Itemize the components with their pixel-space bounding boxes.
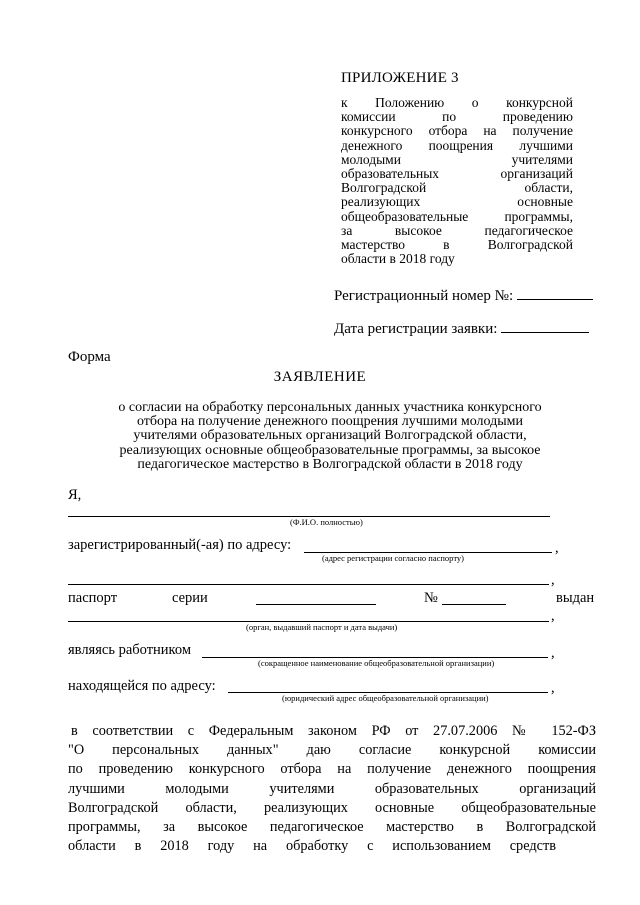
comma: , (551, 680, 555, 696)
consent-line: по проведению конкурсного отбора на получение денежного поощрения (68, 761, 596, 778)
consent-paragraph (68, 722, 596, 856)
appendix-line: Волгоградской области, (341, 180, 573, 196)
appendix-title: ПРИЛОЖЕНИЕ 3 (341, 70, 459, 86)
comma: , (551, 572, 555, 588)
comma: , (551, 608, 555, 624)
appendix-line: к Положению о конкурсной (341, 95, 573, 110)
legal-address-caption: (юридический адрес общеобразовательной организации) (282, 693, 489, 703)
registration-date-field[interactable] (501, 318, 589, 333)
subtitle-line: реализующих основные общеобразовательные программы, за высокое (119, 442, 541, 458)
issuer-caption: (орган, выдавший паспорт и дата выдачи) (246, 622, 398, 632)
consent-line: программы, за высокое педагогическое мастерство в Волгоградской (68, 819, 596, 836)
located-label: находящейся по адресу: (68, 678, 216, 694)
subtitle-line: о согласии на обработку персональных данных участника конкурсного (118, 400, 542, 415)
appendix-line: мастерство в Волгоградской (341, 237, 573, 253)
document-title: ЗАЯВЛЕНИЕ (273, 369, 367, 385)
comma: , (551, 645, 555, 661)
organization-caption: (сокращенное наименование общеобразовательной организации) (258, 658, 495, 668)
subtitle-line: педагогическое мастерство в Волгоградской области в 2018 году (137, 456, 523, 472)
appendix-line: конкурсного отбора на получение (341, 123, 573, 139)
i-label: Я, (68, 487, 82, 503)
appendix-text (341, 96, 573, 266)
comma: , (555, 540, 559, 556)
form-label: Форма (68, 349, 111, 365)
consent-line: "О персональных данных" даю согласие конкурсной комиссии (68, 742, 596, 759)
appendix-line: молодыми учителями (341, 151, 573, 167)
appendix-line: денежного поощрения лучшими (341, 137, 573, 153)
appendix-line: образовательных организаций (341, 166, 573, 182)
registration-number-label: Регистрационный номер №: (334, 288, 514, 304)
fio-caption: (Ф.И.О. полностью) (290, 517, 363, 527)
subtitle-line: отбора на получение денежного поощрения лучшими молодыми (136, 414, 524, 430)
consent-line: области в 2018 году на обработку с использованием средств (68, 838, 556, 855)
subtitle-line: учителями образовательных организаций Волгоградской области, (133, 428, 527, 444)
employee-label: являясь работником (68, 642, 192, 658)
series-label: серии (172, 590, 208, 606)
registered-label: зарегистрированный(-ая) по адресу: (68, 537, 292, 553)
registration-date-label: Дата регистрации заявки: (334, 321, 498, 337)
consent-line: Волгоградской области, реализующих основные общеобразовательные (68, 799, 596, 816)
passport-series-field[interactable] (256, 604, 376, 605)
registration-number-field[interactable] (517, 285, 593, 300)
appendix-line: общеобразовательные программы, (341, 208, 573, 224)
appendix-line: реализующих основные (341, 194, 573, 210)
document-subtitle (88, 401, 572, 472)
consent-line: лучшими молодыми учителями образовательных организаций (68, 780, 596, 797)
registered-address-field-2[interactable] (68, 584, 549, 585)
registered-caption: (адрес регистрации согласно паспорту) (322, 553, 465, 563)
passport-number-field[interactable] (442, 604, 506, 605)
appendix-line: комиссии по проведению (341, 109, 573, 125)
registration-date-row (334, 318, 589, 338)
registration-number-row (334, 285, 593, 305)
appendix-line: за высокое педагогическое (341, 222, 573, 238)
appendix-line: области в 2018 году (341, 251, 455, 267)
passport-label: паспорт (68, 590, 118, 606)
number-sign: № (424, 590, 438, 606)
issued-label: выдан (556, 590, 595, 606)
consent-line: в соответствии с Федеральным законом РФ от 27.07.2006 № 152-ФЗ (71, 723, 596, 739)
